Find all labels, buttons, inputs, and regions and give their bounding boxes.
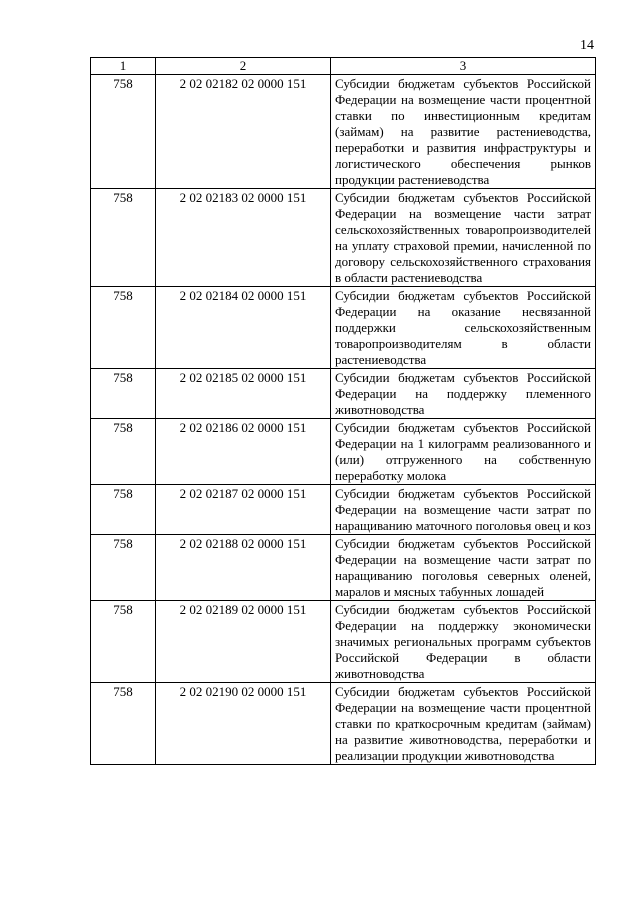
table-row xyxy=(91,369,596,419)
page-number: 14 xyxy=(580,38,594,53)
table-row xyxy=(91,683,596,765)
kbk-code-cell: 2 02 02190 02 0000 151 xyxy=(156,683,331,765)
admin-code-cell: 758 xyxy=(91,75,156,189)
kbk-code-cell: 2 02 02185 02 0000 151 xyxy=(156,369,331,419)
admin-code-cell: 758 xyxy=(91,419,156,485)
description-cell: Субсидии бюджетам субъектов Российской Федерации на возмещение части затрат сельскохозяйственных товаропроизводителей на уплату страховой премии, начисленной по договору сельскохозяйственного страхования в области растениеводства xyxy=(331,189,596,287)
column-header-2: 2 xyxy=(156,58,331,75)
table-row xyxy=(91,485,596,535)
description-cell: Субсидии бюджетам субъектов Российской Федерации на возмещение части процентной ставки по краткосрочным кредитам (займам) на развитие животноводства, переработки и реализации продукции животноводства xyxy=(331,683,596,765)
budget-codes-table xyxy=(90,57,596,765)
table-row xyxy=(91,189,596,287)
description-cell: Субсидии бюджетам субъектов Российской Федерации на поддержку экономически значимых региональных программ субъектов Российской Федерации в области животноводства xyxy=(331,601,596,683)
admin-code-cell: 758 xyxy=(91,485,156,535)
description-cell: Субсидии бюджетам субъектов Российской Федерации на поддержку племенного животноводства xyxy=(331,369,596,419)
table-row xyxy=(91,601,596,683)
table-row xyxy=(91,75,596,189)
description-cell: Субсидии бюджетам субъектов Российской Федерации на возмещение части затрат по наращиванию маточного поголовья овец и коз xyxy=(331,485,596,535)
description-cell: Субсидии бюджетам субъектов Российской Федерации на возмещение части затрат по наращиванию поголовья северных оленей, маралов и мясных табунных лошадей xyxy=(331,535,596,601)
table-row xyxy=(91,287,596,369)
table-row xyxy=(91,419,596,485)
description-cell: Субсидии бюджетам субъектов Российской Федерации на оказание несвязанной поддержки сельскохозяйственным товаропроизводителям в области растениеводства xyxy=(331,287,596,369)
column-header-3: 3 xyxy=(331,58,596,75)
kbk-code-cell: 2 02 02187 02 0000 151 xyxy=(156,485,331,535)
kbk-code-cell: 2 02 02182 02 0000 151 xyxy=(156,75,331,189)
table-row xyxy=(91,535,596,601)
kbk-code-cell: 2 02 02183 02 0000 151 xyxy=(156,189,331,287)
admin-code-cell: 758 xyxy=(91,189,156,287)
admin-code-cell: 758 xyxy=(91,683,156,765)
kbk-code-cell: 2 02 02186 02 0000 151 xyxy=(156,419,331,485)
admin-code-cell: 758 xyxy=(91,287,156,369)
column-header-1: 1 xyxy=(91,58,156,75)
admin-code-cell: 758 xyxy=(91,601,156,683)
description-cell: Субсидии бюджетам субъектов Российской Федерации на 1 килограмм реализованного и (или) отгруженного на собственную переработку молока xyxy=(331,419,596,485)
kbk-code-cell: 2 02 02184 02 0000 151 xyxy=(156,287,331,369)
admin-code-cell: 758 xyxy=(91,369,156,419)
header-row xyxy=(91,58,596,75)
kbk-code-cell: 2 02 02188 02 0000 151 xyxy=(156,535,331,601)
admin-code-cell: 758 xyxy=(91,535,156,601)
kbk-code-cell: 2 02 02189 02 0000 151 xyxy=(156,601,331,683)
description-cell: Субсидии бюджетам субъектов Российской Федерации на возмещение части процентной ставки по инвестиционным кредитам (займам) на развитие растениеводства, переработки и развития инфраструктуры и логистического обеспечения рынков продукции растениеводства xyxy=(331,75,596,189)
